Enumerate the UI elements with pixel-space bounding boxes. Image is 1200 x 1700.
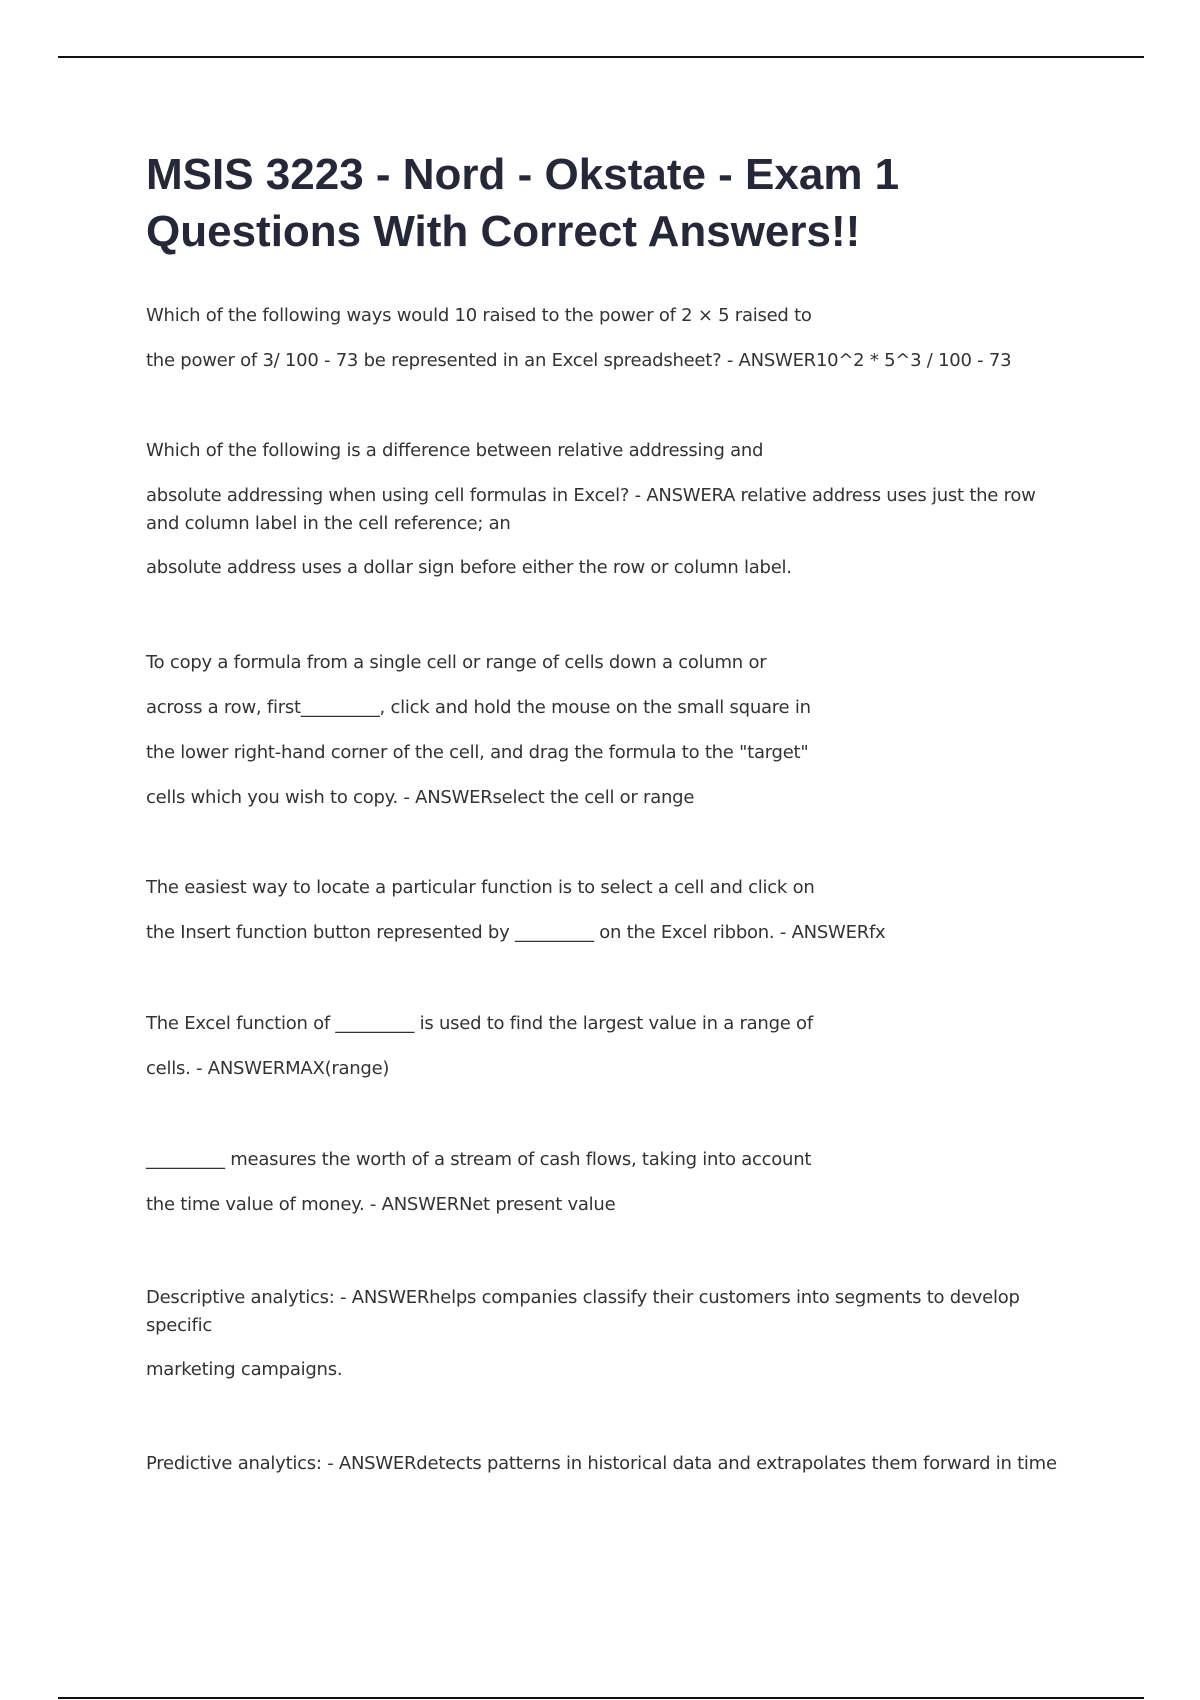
qa-item-3-line-4: cells which you wish to copy. - ANSWERselect the cell or range: [146, 787, 695, 808]
qa-item-4: [146, 874, 1066, 947]
qa-item-6: [146, 1146, 1066, 1219]
qa-item-2-line-3: absolute address uses a dollar sign before either the row or column label.: [146, 557, 792, 578]
qa-item-2: [146, 437, 1066, 582]
qa-item-5-line-2: cells. - ANSWERMAX(range): [146, 1058, 390, 1079]
bottom-divider: [58, 1697, 1144, 1699]
qa-item-4-line-2: the Insert function button represented by _________ on the Excel ribbon. - ANSWERfx: [146, 922, 886, 943]
qa-item-8-line-1: Predictive analytics: - ANSWERdetects patterns in historical data and extrapolates them forward in time: [146, 1453, 1057, 1474]
qa-item-4-line-1: The easiest way to locate a particular function is to select a cell and click on: [146, 877, 815, 898]
qa-item-3-line-3: the lower right-hand corner of the cell, and drag the formula to the "target": [146, 742, 809, 763]
qa-item-7-line-1: Descriptive analytics: - ANSWERhelps companies classify their customers into segments to develop specific: [146, 1287, 1026, 1336]
qa-item-1: [146, 302, 1066, 375]
qa-item-6-line-1: _________ measures the worth of a stream of cash flows, taking into account: [146, 1149, 812, 1170]
qa-item-3-line-1: To copy a formula from a single cell or range of cells down a column or: [146, 652, 767, 673]
qa-item-1-line-2: the power of 3/ 100 - 73 be represented in an Excel spreadsheet? - ANSWER10^2 * 5^3 / 100 - 73: [146, 350, 1012, 371]
top-divider: [58, 56, 1144, 58]
qa-item-5-line-1: The Excel function of _________ is used to find the largest value in a range of: [146, 1013, 813, 1034]
qa-item-2-line-1: Which of the following is a difference between relative addressing and: [146, 440, 764, 461]
qa-item-1-line-1: Which of the following ways would 10 raised to the power of 2 × 5 raised to: [146, 305, 812, 326]
document-title: MSIS 3223 - Nord - Okstate - Exam 1 Questions With Correct Answers!!: [146, 150, 900, 256]
qa-item-3: [146, 649, 1066, 812]
qa-item-3-line-2: across a row, first_________, click and hold the mouse on the small square in: [146, 697, 811, 718]
qa-item-7-line-2: marketing campaigns.: [146, 1359, 343, 1380]
qa-item-2-line-2: absolute addressing when using cell formulas in Excel? - ANSWERA relative address uses just the row and column label in the cell reference; an: [146, 485, 1042, 534]
qa-item-7: [146, 1284, 1066, 1384]
qa-item-8: [146, 1450, 1066, 1478]
qa-item-5: [146, 1010, 1066, 1083]
qa-item-6-line-2: the time value of money. - ANSWERNet present value: [146, 1194, 616, 1215]
